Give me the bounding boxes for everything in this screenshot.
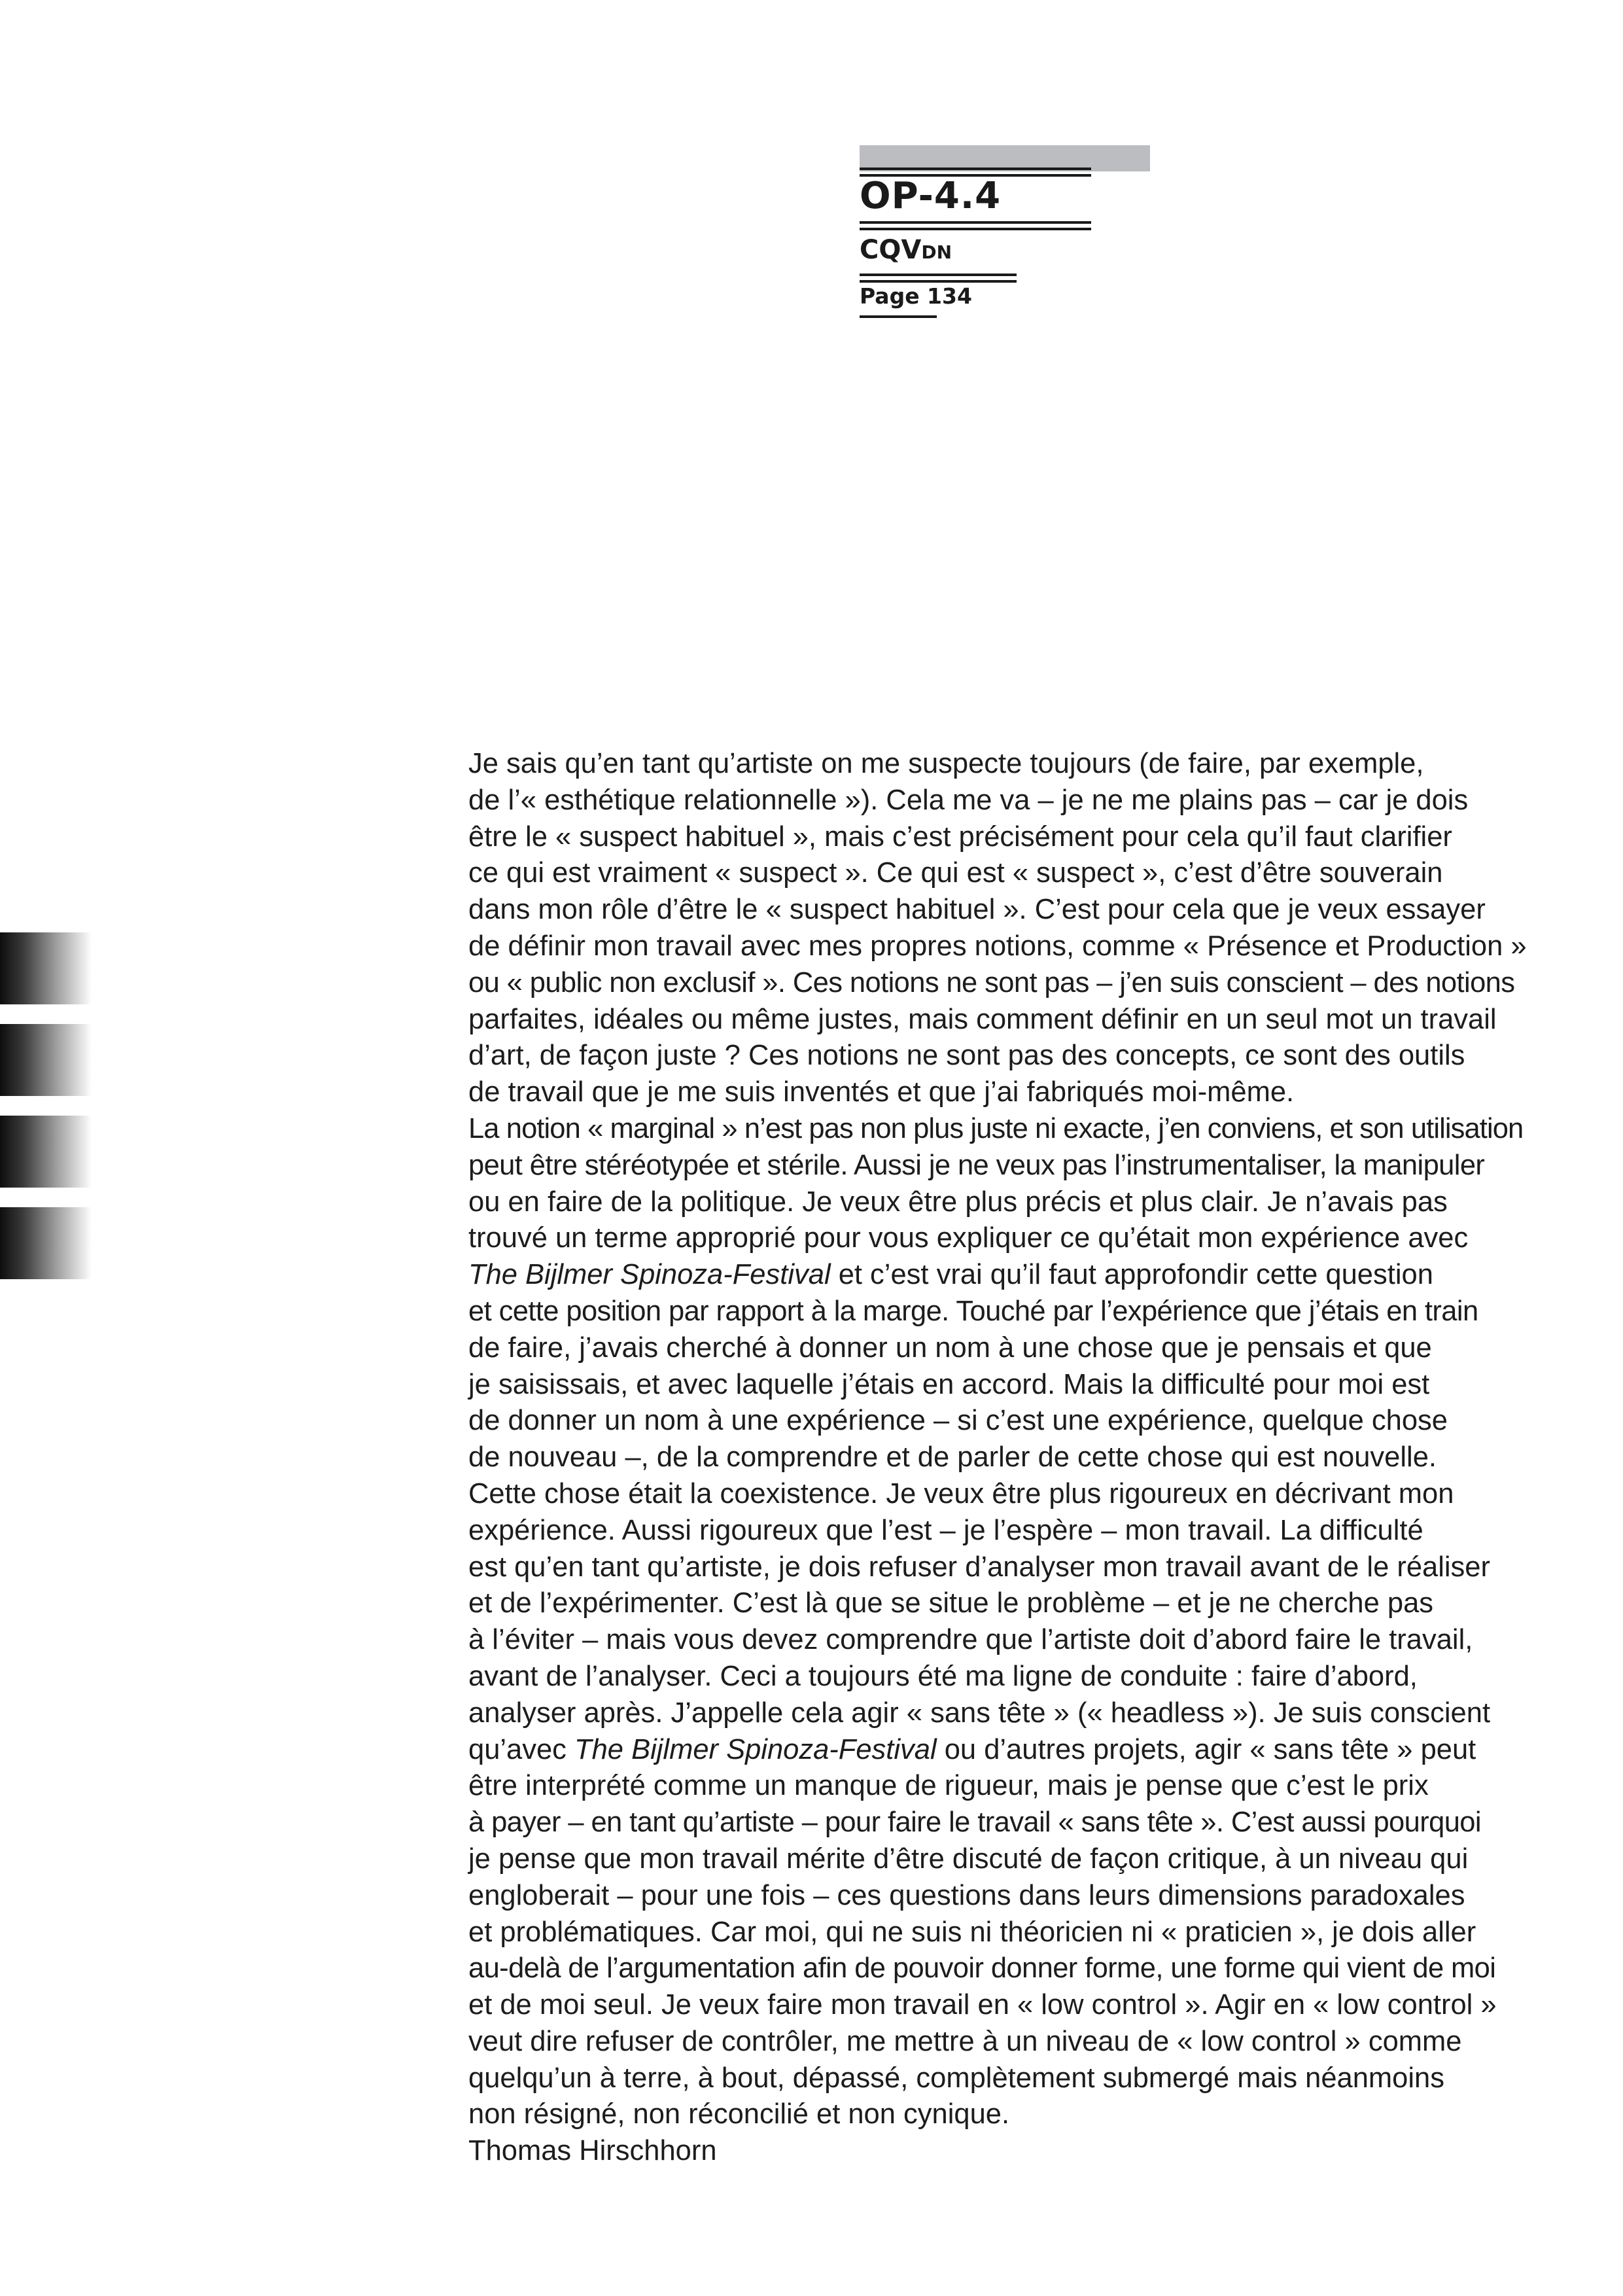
text-line (468, 892, 1554, 928)
document-code: OP-4.4 (860, 175, 1002, 217)
text-run: ou d’autres projets, agir « sans tête » peut (936, 1733, 1476, 1765)
text-line (468, 1659, 1554, 1695)
text-run: au-delà de l’argumentation afin de pouvoir donner forme, une forme qui vient de moi (468, 1952, 1496, 1985)
text-line (468, 1622, 1554, 1659)
text-run: je pense que mon travail mérite d’être discuté de façon critique, à un niveau qui (468, 1843, 1469, 1875)
text-line (468, 1695, 1554, 1732)
text-line (468, 1915, 1554, 1951)
text-line (468, 1549, 1554, 1586)
text-run: être interprété comme un manque de rigueur, mais je pense que c’est le prix (468, 1770, 1429, 1802)
text-line (468, 1513, 1554, 1549)
text-run: non résigné, non réconcilié et non cynique. (468, 2098, 1010, 2130)
text-line (468, 1951, 1554, 1987)
text-run: Thomas Hirschhorn (468, 2135, 717, 2167)
side-gradient-tab-1 (0, 932, 92, 1004)
page-number: Page 134 (860, 283, 972, 309)
italic-title: The Bijlmer Spinoza-Festival (574, 1733, 937, 1765)
text-line (468, 746, 1554, 783)
header-double-rule-2 (860, 221, 1091, 230)
text-line (468, 1439, 1554, 1476)
text-run: de nouveau –, de la comprendre et de parler de cette chose qui est nouvelle. (468, 1441, 1437, 1474)
text-run: ce qui est vraiment « suspect ». Ce qui est « suspect », c’est d’être souverain (468, 857, 1443, 889)
text-run: de travail que je me suis inventés et que j’ai fabriqués moi-même. (468, 1076, 1295, 1108)
text-line (468, 1002, 1554, 1038)
text-run: engloberait – pour une fois – ces questions dans leurs dimensions paradoxales (468, 1879, 1465, 1911)
text-line (468, 1038, 1554, 1074)
text-run: je saisissais, et avec laquelle j’étais en accord. Mais la difficulté pour moi est (468, 1368, 1430, 1400)
text-run: La notion « marginal » n’est pas non plus juste ni exacte, j’en conviens, et son utilisation (468, 1112, 1524, 1144)
text-line (468, 1768, 1554, 1805)
text-run: de faire, j’avais cherché à donner un nom à une chose que je pensais et que (468, 1332, 1432, 1364)
text-line (468, 2133, 1554, 2170)
text-line (468, 1220, 1554, 1257)
text-run: d’art, de façon juste ? Ces notions ne sont pas des concepts, ce sont des outils (468, 1040, 1465, 1072)
text-line (468, 2060, 1554, 2097)
side-gradient-tab-2 (0, 1024, 92, 1096)
text-line (468, 1987, 1554, 2024)
italic-title: The Bijlmer Spinoza-Festival (468, 1259, 831, 1291)
text-run: qu’avec (468, 1733, 575, 1765)
text-line (468, 855, 1554, 892)
text-line (468, 1805, 1554, 1841)
text-line (468, 965, 1554, 1002)
text-run: ou « public non exclusif ». Ces notions ne sont pas – j’en suis conscient – des notions (468, 966, 1515, 998)
text-run: est qu’en tant qu’artiste, je dois refuser d’analyser mon travail avant de le réaliser (468, 1551, 1490, 1583)
text-run: Je sais qu’en tant qu’artiste on me suspecte toujours (de faire, par exemple, (468, 748, 1424, 779)
text-line (468, 2096, 1554, 2133)
text-run: avant de l’analyser. Ceci a toujours été ma ligne de conduite : faire d’abord, (468, 1660, 1418, 1692)
text-run: expérience. Aussi rigoureux que l’est – je l’espère – mon travail. La difficulté (468, 1514, 1423, 1546)
text-run: parfaites, idéales ou même justes, mais comment définir en un seul mot un travail (468, 1003, 1497, 1035)
text-run: et c’est vrai qu’il faut approfondir cette question (830, 1259, 1433, 1291)
series-main: CQV (860, 235, 922, 265)
text-line (468, 819, 1554, 856)
text-line (468, 1111, 1554, 1148)
text-line (468, 1294, 1554, 1330)
body-text (468, 746, 1554, 2170)
text-run: trouvé un terme approprié pour vous expliquer ce qu’était mon expérience avec (468, 1222, 1469, 1254)
header-single-rule (860, 315, 937, 318)
text-run: et problématiques. Car moi, qui ne suis ni théoricien ni « praticien », je dois aller (468, 1916, 1476, 1948)
text-run: et cette position par rapport à la marge. Touché par l’expérience que j’étais en train (468, 1295, 1478, 1327)
text-run: ou en faire de la politique. Je veux être plus précis et plus clair. Je n’avais pas (468, 1186, 1448, 1218)
text-run: dans mon rôle d’être le « suspect habituel ». C’est pour cela que je veux essayer (468, 894, 1486, 926)
text-run: veut dire refuser de contrôler, me mettre à un niveau de « low control » comme (468, 2025, 1462, 2057)
text-run: de l’« esthétique relationnelle »). Cela me va – je ne me plains pas – car je dois (468, 784, 1469, 816)
text-run: peut être stéréotypée et stérile. Aussi je ne veux pas l’instrumentaliser, la manipuler (468, 1149, 1485, 1181)
text-line (468, 1732, 1554, 1769)
text-line (468, 1403, 1554, 1439)
header-double-rule-3 (860, 274, 1017, 283)
text-line (468, 928, 1554, 965)
text-line (468, 1585, 1554, 1622)
side-gradient-tab-3 (0, 1116, 92, 1188)
text-run: quelqu’un à terre, à bout, dépassé, complètement submergé mais néanmoins (468, 2062, 1444, 2094)
text-line (468, 1184, 1554, 1221)
text-line (468, 783, 1554, 819)
series-title (860, 237, 952, 263)
text-line (468, 1476, 1554, 1513)
text-line (468, 1148, 1554, 1184)
text-run: à payer – en tant qu’artiste – pour faire le travail « sans tête ». C’est aussi pourquoi (468, 1807, 1481, 1839)
text-line (468, 2024, 1554, 2060)
text-run: et de l’expérimenter. C’est là que se situe le problème – et je ne cherche pas (468, 1587, 1434, 1619)
text-line (468, 1367, 1554, 1404)
text-line (468, 1257, 1554, 1294)
text-run: et de moi seul. Je veux faire mon travail en « low control ». Agir en « low control » (468, 1989, 1497, 2021)
side-gradient-tab-4 (0, 1207, 92, 1279)
text-line (468, 1878, 1554, 1915)
text-line (468, 1330, 1554, 1367)
text-run: à l’éviter – mais vous devez comprendre que l’artiste doit d’abord faire le travail, (468, 1624, 1473, 1656)
text-run: être le « suspect habituel », mais c’est précisément pour cela qu’il faut clarifier (468, 821, 1452, 853)
series-sub: DN (921, 241, 952, 263)
text-run: de définir mon travail avec mes propres notions, comme « Présence et Production » (468, 930, 1527, 962)
text-run: de donner un nom à une expérience – si c’est une expérience, quelque chose (468, 1405, 1448, 1437)
text-run: Cette chose était la coexistence. Je veux être plus rigoureux en décrivant mon (468, 1477, 1454, 1510)
text-line (468, 1074, 1554, 1111)
text-run: analyser après. J’appelle cela agir « sans tête » (« headless »). Je suis conscient (468, 1697, 1491, 1729)
text-line (468, 1841, 1554, 1878)
